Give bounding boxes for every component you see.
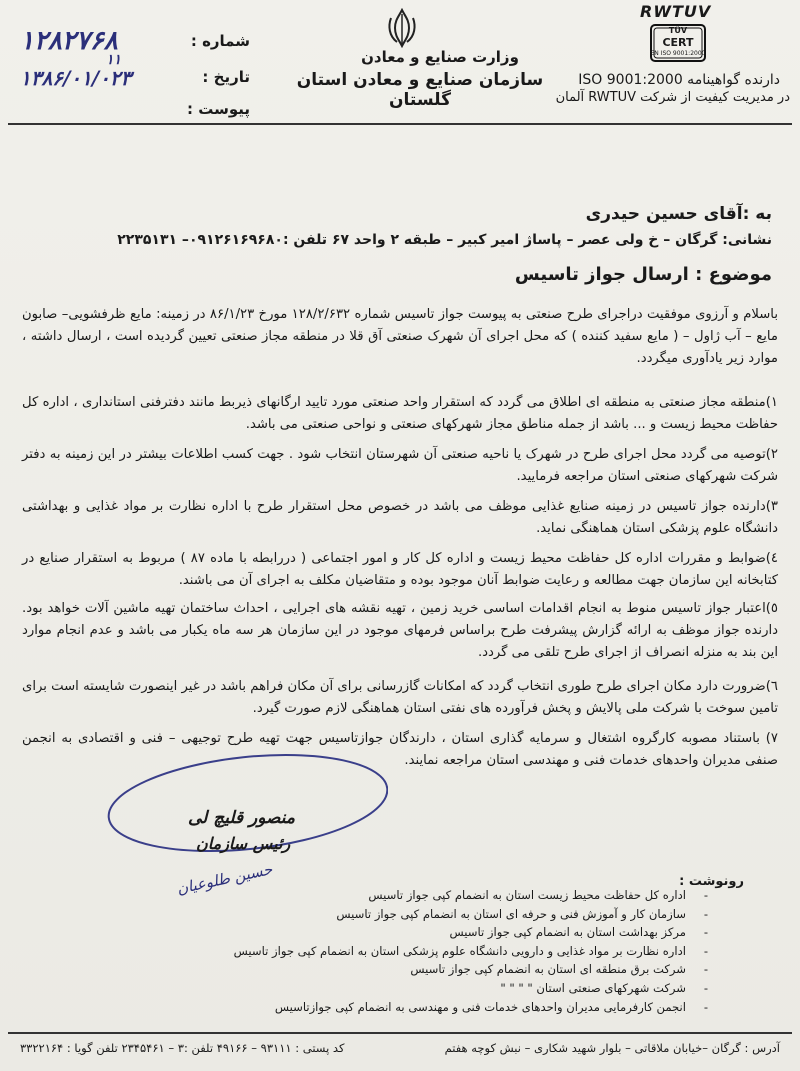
letter-subject: موضوع : ارسال جواز تاسیس: [514, 264, 772, 285]
cert-brand: RWTUV: [640, 2, 712, 21]
certification-logo: [632, 2, 722, 64]
letter-number-value: ۱۲۸۲۷۶۸: [20, 26, 118, 56]
letter-date-label: تاریخ :: [202, 68, 250, 86]
footer-divider: [8, 1032, 792, 1034]
signer-title: رئیس سازمان: [196, 834, 291, 853]
item-text: ٦)ضرورت دارد مکان اجرای طرح طوری انتخاب گردد که امکانات گازرسانی برای آن مکان فراهم باشد در غیر اینصورت شایسته است برای تامین سوخت با شرکت ملی پالایش و پخش فرآورده های نفتی استان هماهنگی لازم صورت گیرد.: [22, 679, 778, 716]
handwritten-note: حسین طلوعیان: [175, 860, 274, 898]
cc-item: - سازمان کار و آموزش فنی و حرفه ای استان به انضمام کپی جواز تاسیس: [188, 905, 708, 924]
letter-item-3: [22, 496, 778, 540]
item-text: ۲)توصیه می گردد محل اجرای طرح در شهرک یا ناحیه صنعتی آن شهرستان انتخاب شود . جهت کسب اطلاعات بیشتر در این زمینه به دفتر شرکت شهرکهای صنعتی استان مراجعه فرمایید.: [22, 447, 778, 484]
national-emblem-icon: [385, 8, 419, 48]
cc-item: - انجمن کارفرمایی مدیران واحدهای خدمات فنی و مهندسی به انضمام کپی جوازتاسیس: [188, 998, 708, 1017]
organization-name: سازمان صنایع و معادن استان گلستان: [296, 70, 544, 110]
cert-seal-top: TÜV: [668, 26, 688, 35]
item-text: ٥)اعتبار جواز تاسیس منوط به انجام اقدامات اساسی خرید زمین ، تهیه نقشه های اجرایی ، احداث ساختمان تهیه ماشین آلات خواهد بود. دارنده جواز موظف به ارائه گزارش پیشرفت طرح براساس فرمهای موجود در این سازمان هر سه ماه یکبار می باشد و عدم انجام موارد این بند به منزله انصراف از اجرای طرح تلقی می گردد.: [22, 601, 778, 660]
letter-number-row: [20, 26, 250, 68]
ministry-name: وزارت صنایع و معادن: [361, 48, 519, 66]
cert-seal-bottom: EN ISO 9001:2000: [650, 50, 706, 57]
letter-item-2: [22, 444, 778, 488]
item-text: ٤)ضوابط و مقررات اداره کل حفاظت محیط زیست و اداره کل کار و امور اجتماعی ( دررابطه با ماده ۸۷ ) مربوط به استقرار صنایع در کتابخانه این سازمان جهت مطالعه و رعایت ضوابط آنان موجود بوده و متقاضیان مکلف به اجرای آن می باشند.: [22, 551, 779, 588]
cc-item: - اداره نظارت بر مواد غذایی و دارویی دانشگاه علوم پزشکی استان به انضمام کپی جواز تاسیس: [188, 942, 708, 961]
item-text: ۱)منطقه مجاز صنعتی به منطقه ای اطلاق می گردد که استقرار واحد صنعتی مورد تایید ارگانهای ذیربط مانند دفترفنی استانداری ، اداره کل حفاظت محیط زیست و ... باشد از جمله مناطق مجاز شهرکهای صنعتی و نواحی صنعتی می باشد.: [22, 395, 778, 432]
addressee: به :آقای حسین حیدری: [585, 204, 772, 224]
letter-item-5: [22, 598, 778, 664]
cc-item: - شرکت شهرکهای صنعتی استان " " " ": [188, 979, 708, 998]
header-divider: [8, 123, 792, 125]
footer-address: آدرس : گرگان –خیابان ملاقاتی – بلوار شهید شکاری – نبش کوچه هفتم: [444, 1041, 780, 1055]
cert-line-1: دارنده گواهینامه ISO 9001:2000: [578, 72, 780, 88]
cert-line-2: در مدیریت کیفیت از شرکت RWTUV آلمان: [555, 90, 790, 105]
signer-name: منصور قلیچ لی: [188, 808, 296, 828]
cc-title: رونوشت :: [679, 874, 744, 889]
letter-date-row: [20, 68, 250, 94]
letter-item-6: [22, 676, 778, 720]
cc-list: [188, 886, 708, 1016]
addressee-address: نشانی: گرگان – خ ولی عصر – پاساژ امیر کبیر – طبقه ۲ واحد ۶۷ تلفن :۰۹۱۲۶۱۶۹۶۸۰– ۲۲۳۵۱۳۱: [117, 232, 772, 248]
item-text: ۷) باستناد مصوبه کارگروه اشتغال و سرمایه گذاری استان ، دارندگان جوازتاسیس جهت تهیه طرح توجیهی – فنی و اقتصادی به انجمن صنفی مدیران واحدهای خدمات فنی و مهندسی استان مراجعه نمایند.: [22, 731, 778, 768]
footer-contacts: کد پستی : ۹۳۱۱۱ – ۴۹۱۶۶ تلفن :۳ – ۲۳۴۵۴۶۱ تلفن گویا : ۳۳۲۲۱۶۴: [20, 1041, 345, 1055]
letter-date-value: ۱۳۸۶/۰۱/۰۲۳: [20, 66, 132, 90]
cc-item: - اداره کل حفاظت محیط زیست استان به انضمام کپی جواز تاسیس: [188, 886, 708, 905]
cc-item: - شرکت برق منطقه ای استان به انضمام کپی جواز تاسیس: [188, 960, 708, 979]
letter-item-1: [22, 392, 778, 436]
intro-text: باسلام و آرزوی موفقیت دراجرای طرح صنعتی به پیوست جواز تاسیس شماره ۱۲۸/۲/۶۳۲ مورخ ۸۶/۱/۲۳ در زمینه: مایع ظرفشویی– صابون مایع – آب ژاول – ( مایع سفید کننده ) که محل اجرای آن شهرک صنعتی آق قلا در منطقه مجاز صنعتی تعیین گردیده است ، ارسال داشته ، موارد زیر یادآوری میگردد.: [22, 307, 778, 366]
item-text: ۳)دارنده جواز تاسیس در زمینه صنایع غذایی موظف می باشد در خصوص محل استقرار طرح با اداره نظارت بر مواد غذایی و بهداشتی دانشگاه علوم پزشکی استان هماهنگی نماید.: [22, 499, 778, 536]
letter-intro: [22, 304, 778, 370]
letter-attachment-label: پیوست :: [186, 100, 250, 118]
cert-seal-mid: CERT: [662, 36, 694, 49]
letter-number-sub: ۱۱: [106, 52, 122, 68]
letter-number-label: شماره :: [190, 32, 250, 50]
letter-item-4: [22, 548, 778, 592]
cc-item: - مرکز بهداشت استان به انضمام کپی جواز تاسیس: [188, 923, 708, 942]
